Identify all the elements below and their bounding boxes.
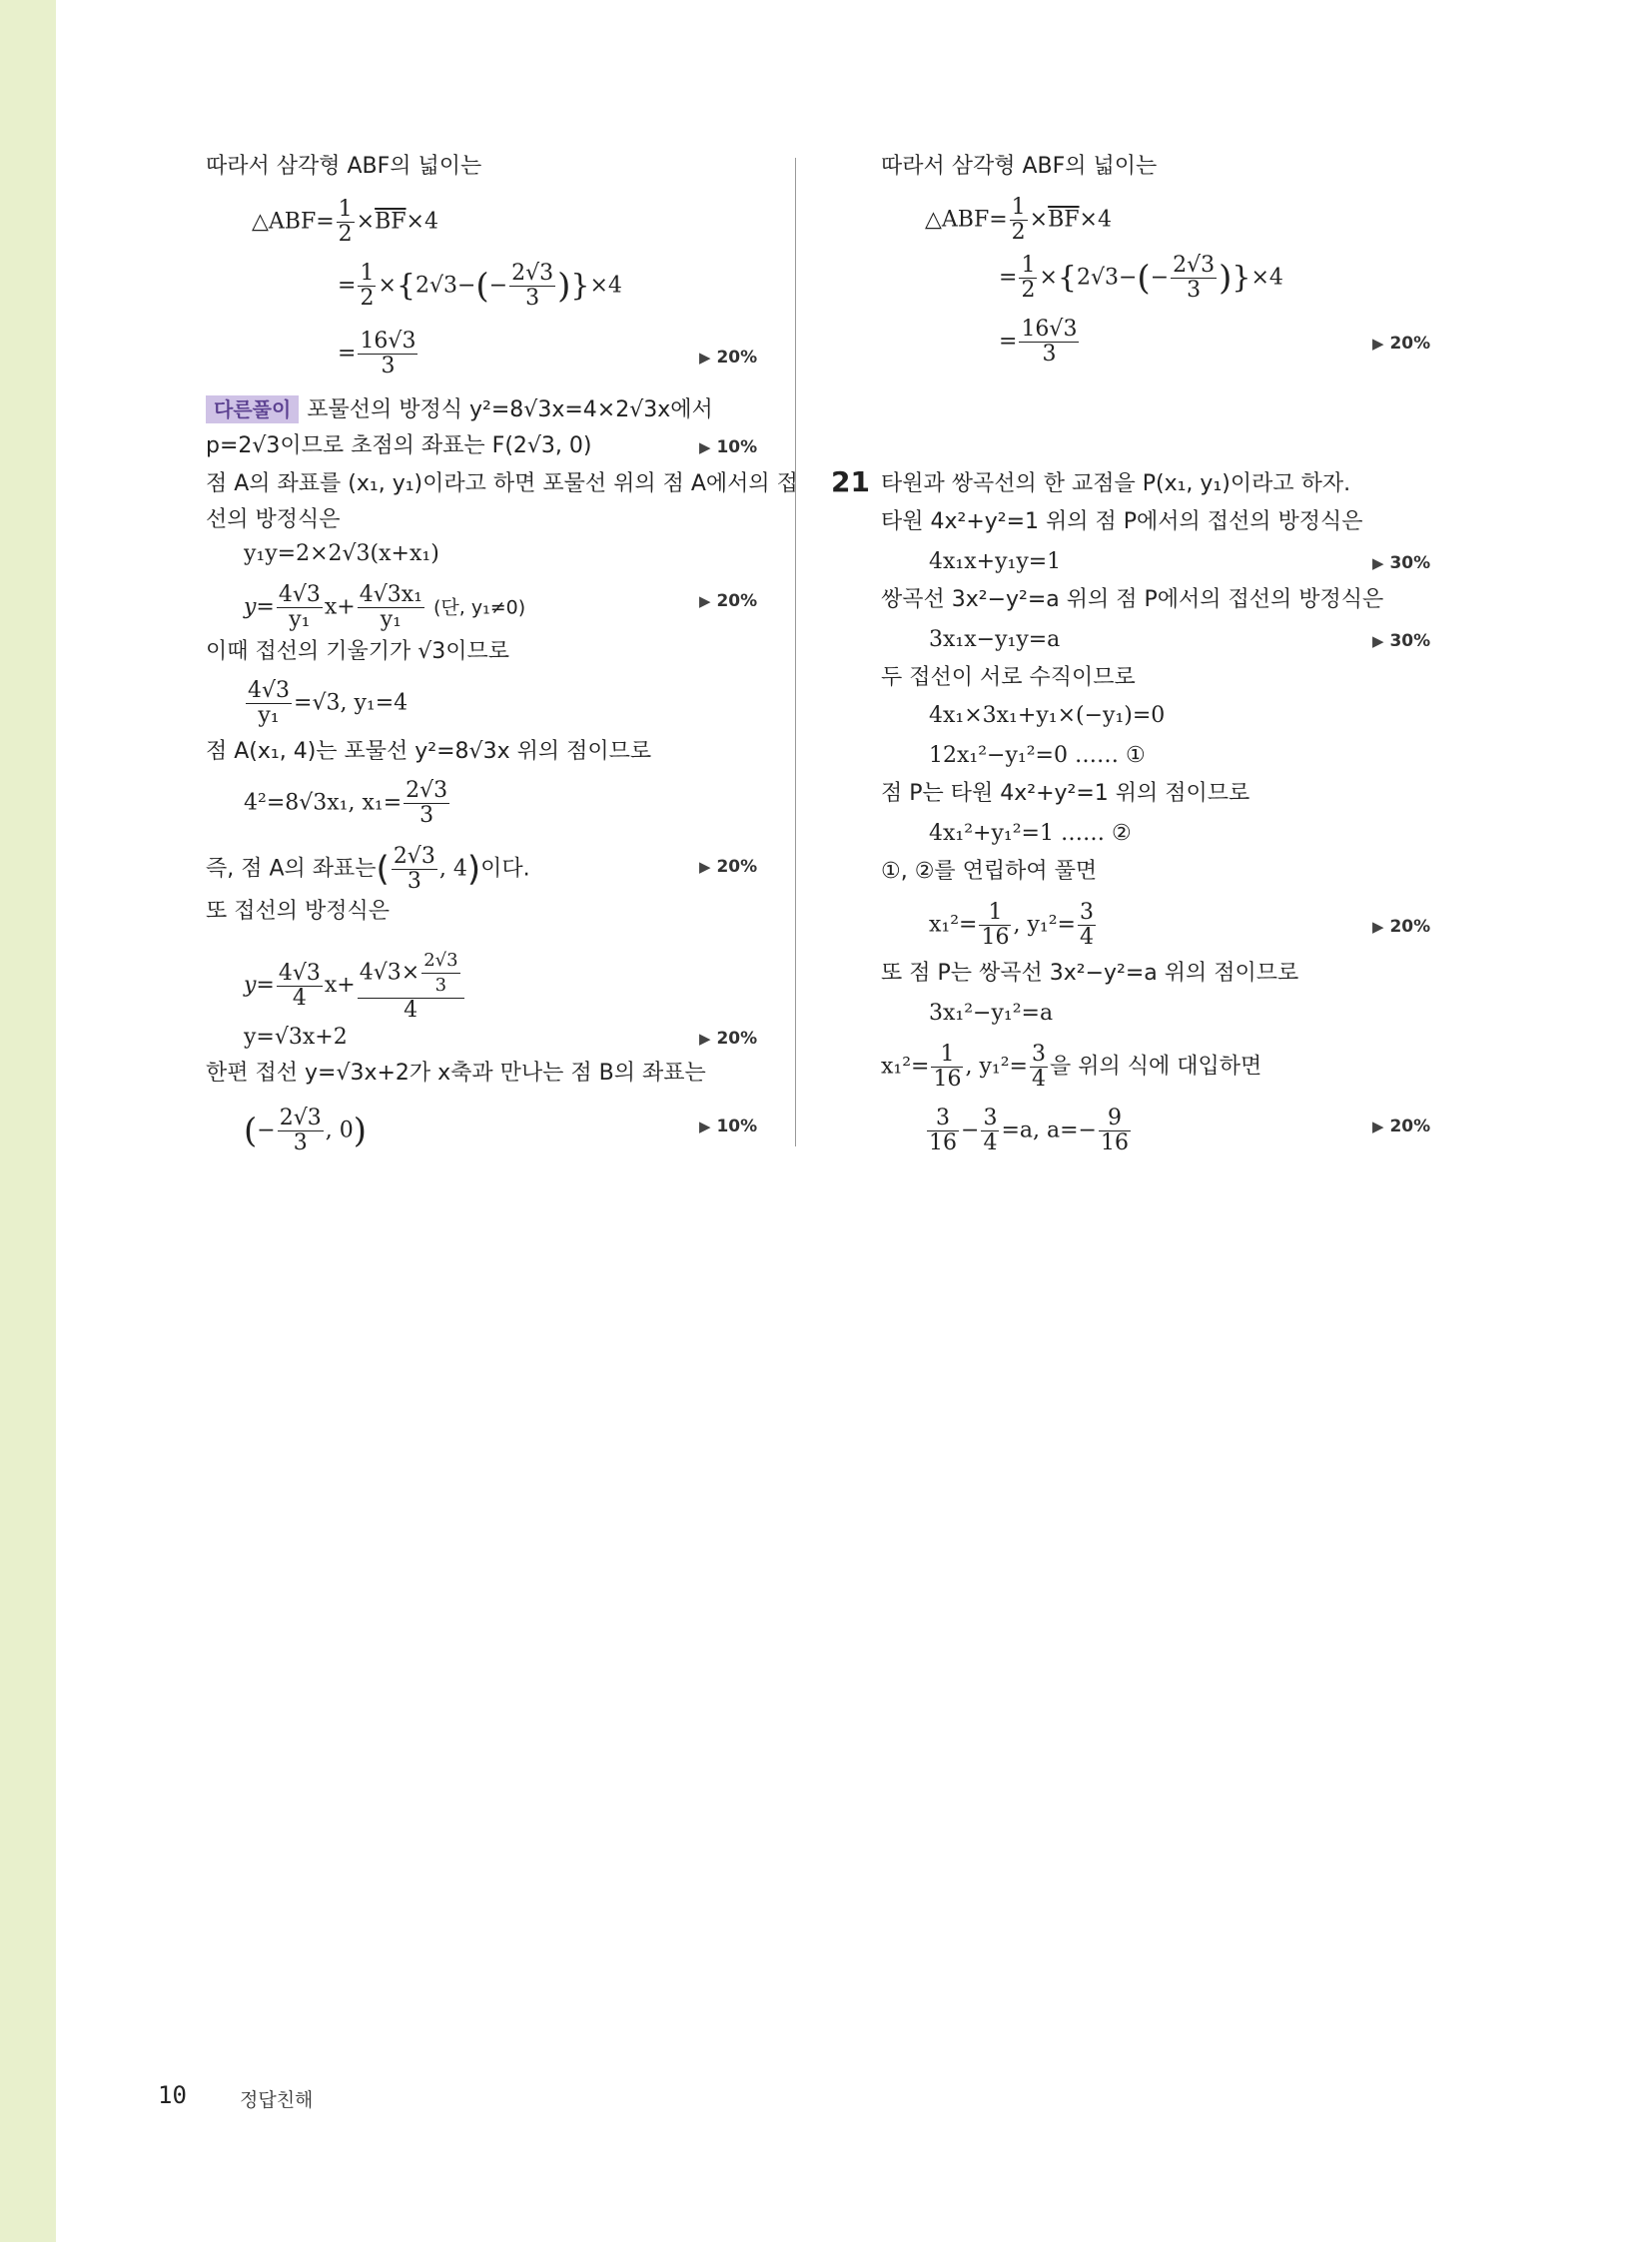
score-marker: ▶ 20% xyxy=(1372,334,1431,354)
q-line-4: 쌍곡선 3x²−y²=a 위의 점 P에서의 접선의 방정식은 xyxy=(881,587,1384,612)
left-area-formula-2: = $\frac{1}{2}$ ×{2√3−(− $\frac{2√3}{3}$ )}×4 xyxy=(338,261,622,311)
q-line-13: 또 점 P는 쌍곡선 3x²−y²=a 위의 점이므로 xyxy=(881,961,1299,986)
alt-solution-line-12: 또 접선의 방정식은 xyxy=(206,899,391,924)
right-area-formula-1: △ABF= $\frac{1}{2}$ $\times\overline{BF}\times 4$ xyxy=(925,195,1112,245)
score-marker: ▶ 10% xyxy=(699,437,758,457)
q-line-14: 3x₁²−y₁²=a xyxy=(929,1001,1054,1026)
question-number: 21 xyxy=(831,465,870,498)
page-number: 10 xyxy=(158,2081,187,2109)
slope-equation: $\frac{4√3}{\text{y₁}}$ =√3, y₁=4 xyxy=(248,678,409,728)
q-line-2: 타원 4x²+y²=1 위의 점 P에서의 접선의 방정식은 xyxy=(881,509,1363,534)
alt-solution-badge: 다른풀이 xyxy=(206,395,299,423)
column-divider xyxy=(795,158,796,1146)
right-area-result: = $\frac{16√3}{3}$ xyxy=(999,317,1078,367)
left-line-1: 따라서 삼각형 ABF의 넓이는 xyxy=(206,154,482,179)
alt-solution-line-1: 다른풀이 포물선의 방정식 y²=8√3x=4×2√3x에서 xyxy=(206,395,713,425)
q-line-1: 타원과 쌍곡선의 한 교점을 P(x₁, y₁)이라고 하자. xyxy=(881,471,1351,496)
q-line-10: 4x₁²+y₁²=1 …… ② xyxy=(929,821,1132,846)
q-line-3: 4x₁x+y₁y=1 xyxy=(929,549,1062,574)
tangent-equation-3: y= $\frac{4√3}{4}$ x+ 4√3× $\frac{2√3}{3}$ 4 xyxy=(244,949,466,1023)
side-margin-band xyxy=(0,0,56,2242)
alt-solution-line-2: p=2√3이므로 초점의 좌표는 F(2√3, 0) xyxy=(206,433,592,458)
right-line-1: 따라서 삼각형 ABF의 넓이는 xyxy=(881,154,1158,179)
tangent-equation-1: y₁y=2×2√3(x+x₁) xyxy=(244,541,439,566)
q-line-5: 3x₁x−y₁y=a xyxy=(929,627,1061,652)
q-line-12: x₁²= $\frac{1}{16}$ , y₁²= $\frac{3}{4}$ xyxy=(929,900,1094,950)
score-marker: ▶ 10% xyxy=(699,1117,758,1136)
alt-solution-line-15: 한편 접선 y=√3x+2가 x축과 만나는 점 B의 좌표는 xyxy=(206,1061,706,1086)
right-area-formula-2: = $\frac{1}{2}$ ×{2√3−(− $\frac{2√3}{3}$ )}×4 xyxy=(999,253,1283,303)
alt-solution-line-7: 이때 접선의 기울기가 √3이므로 xyxy=(206,639,510,664)
q-line-9: 점 P는 타원 4x²+y²=1 위의 점이므로 xyxy=(881,781,1250,806)
point-a-coordinates: 즉, 점 A의 좌표는( $\frac{2√3}{3}$ , 4)이다. xyxy=(206,844,530,894)
q-line-6: 두 접선이 서로 수직이므로 xyxy=(881,665,1136,690)
q-line-11: ①, ②를 연립하여 풀면 xyxy=(881,859,1098,884)
alt-solution-line-3: 점 A의 좌표를 (x₁, y₁)이라고 하면 포물선 위의 점 A에서의 접 xyxy=(206,471,798,496)
score-marker: ▶ 20% xyxy=(1372,917,1431,937)
q-line-8: 12x₁²−y₁²=0 …… ① xyxy=(929,743,1146,768)
score-marker: ▶ 20% xyxy=(699,857,758,877)
q-line-7: 4x₁×3x₁+y₁×(−y₁)=0 xyxy=(929,703,1166,728)
x1-equation: 4²=8√3x₁, x₁= $\frac{2√3}{3}$ xyxy=(244,778,448,828)
alt-solution-line-4: 선의 방정식은 xyxy=(206,507,341,532)
score-marker: ▶ 30% xyxy=(1372,553,1431,573)
point-b-coordinates: (− $\frac{2√3}{3}$ , 0) xyxy=(244,1106,367,1155)
left-area-formula-1: △ABF= $\frac{1}{2}$ $\times\overline{BF}\times 4$ xyxy=(252,197,438,247)
book-title: 정답친해 xyxy=(240,2089,314,2111)
alt-solution-line-9: 점 A(x₁, 4)는 포물선 y²=8√3x 위의 점이므로 xyxy=(206,739,652,764)
score-marker: ▶ 30% xyxy=(1372,631,1431,651)
q-line-15: x₁²= $\frac{1}{16}$ , y₁²= $\frac{3}{4}$ 을 위의 식에 대입하면 xyxy=(881,1042,1262,1092)
tangent-equation-final: y=√3x+2 xyxy=(244,1025,348,1050)
left-area-result: = $\frac{16√3}{3}$ xyxy=(338,329,416,378)
score-marker: ▶ 20% xyxy=(1372,1117,1431,1136)
score-marker: ▶ 20% xyxy=(699,1029,758,1049)
q-line-16: $\frac{3}{16}$ − $\frac{3}{4}$ =a, a=− $\frac{9}{16}$ xyxy=(929,1106,1129,1155)
score-marker: ▶ 20% xyxy=(699,348,758,368)
tangent-equation-2: y= $\frac{4√3}{\text{y₁}}$ x+ $\frac{\text{4√3x₁}}{\text{y₁}}$ (단, y₁≠0) xyxy=(244,582,526,632)
score-marker: ▶ 20% xyxy=(699,591,758,611)
